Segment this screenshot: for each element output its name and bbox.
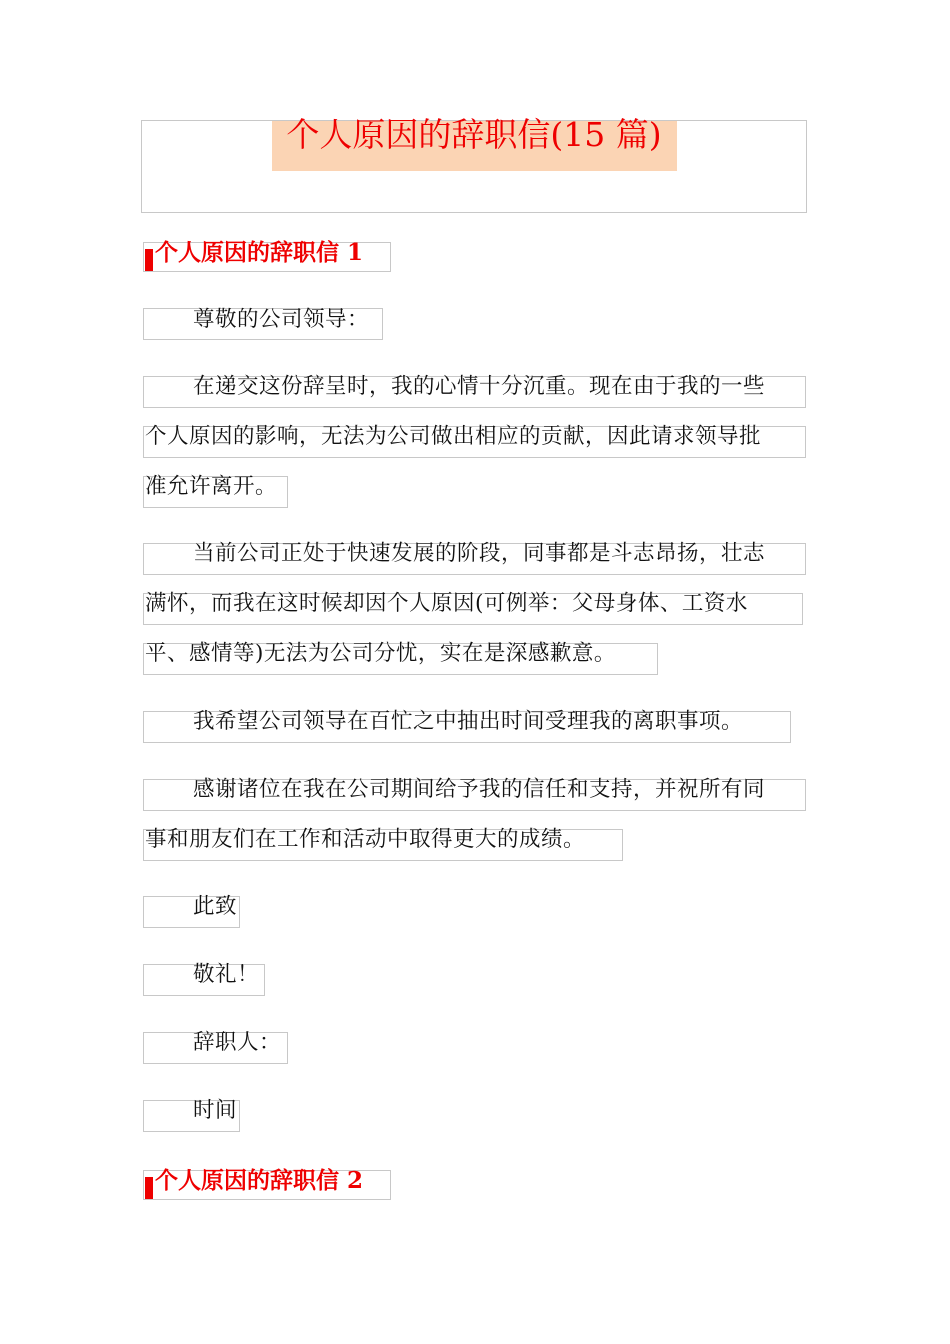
heading-marker [145, 1177, 153, 1199]
heading-marker [145, 249, 153, 271]
paragraph-3-line-1: 我希望公司领导在百忙之中抽出时间受理我的离职事项。 [193, 709, 744, 734]
letter-1-heading-text: 个人原因的辞职信 1 [155, 239, 364, 266]
paragraph-1-line-1: 在递交这份辞呈时，我的心情十分沉重。现在由于我的一些 [193, 374, 766, 399]
letter-2-heading [143, 1167, 391, 1200]
letter-1-heading [143, 239, 391, 272]
paragraph-4-line-1: 感谢诸位在我在公司期间给予我的信任和支持，并祝所有同 [193, 777, 766, 802]
paragraph-1-line-3: 准允许离开。 [145, 474, 278, 499]
date: 时间 [193, 1098, 238, 1123]
regards: 敬礼！ [193, 962, 260, 987]
closing: 此致 [193, 894, 238, 919]
paragraph-2-line-2: 满怀，而我在这时候却因个人原因(可例举：父母身体、工资水 [145, 591, 748, 616]
letter-2-heading-text: 个人原因的辞职信 2 [155, 1167, 364, 1194]
paragraph-4-line-2: 事和朋友们在工作和活动中取得更大的成绩。 [145, 827, 586, 852]
paragraph-2-line-1: 当前公司正处于快速发展的阶段，同事都是斗志昂扬，壮志 [193, 541, 766, 566]
paragraph-1-line-2: 个人原因的影响，无法为公司做出相应的贡献，因此请求领导批 [145, 424, 762, 449]
document-title: 个人原因的辞职信(15 篇) [286, 115, 662, 154]
salutation: 尊敬的公司领导： [193, 307, 370, 332]
paragraph-2-line-3: 平、感情等)无法为公司分忧，实在是深感歉意。 [145, 641, 616, 666]
signature: 辞职人： [193, 1030, 282, 1055]
